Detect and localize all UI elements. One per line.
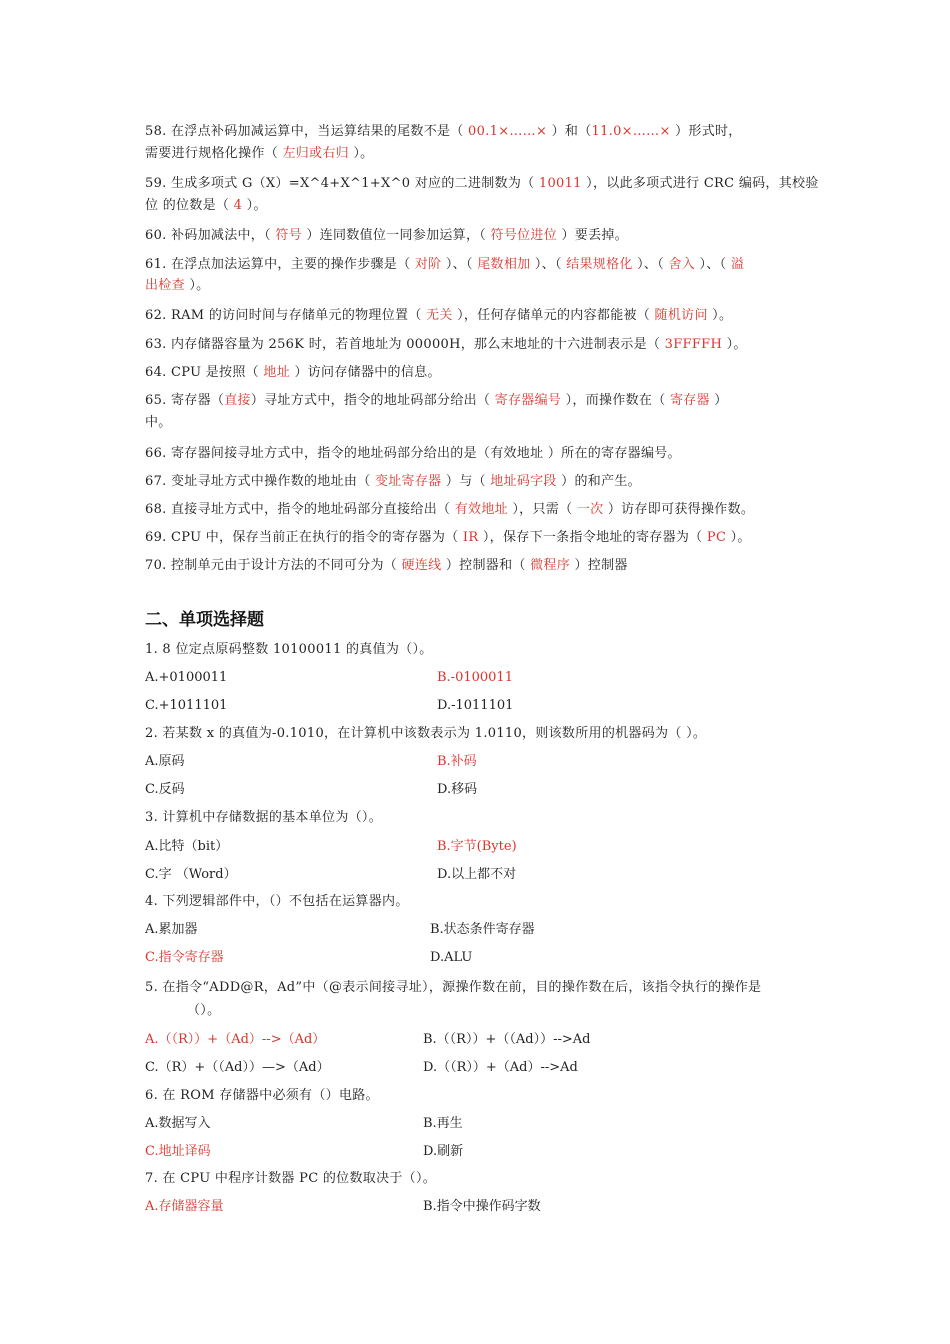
text-line bbox=[145, 145, 374, 163]
answer-text: PC bbox=[706, 530, 727, 545]
question-text: ）访存即可获得操作数。 bbox=[603, 502, 755, 517]
option: C.反码 bbox=[145, 782, 185, 797]
answer-text: 硬连线 bbox=[401, 558, 442, 573]
question-text: 66. 寄存器间接寻址方式中，指令的地址码部分给出的是（有效地址 ）所在的寄存器编号。 bbox=[145, 446, 681, 461]
question-text: ）形式时， bbox=[670, 124, 742, 139]
option: D.以上都不对 bbox=[437, 867, 517, 882]
answer-text: 舍入 bbox=[668, 257, 696, 272]
question-text: 61. 在浮点加法运算中，主要的操作步骤是（ bbox=[145, 257, 415, 272]
text-line bbox=[145, 336, 747, 354]
option: A.原码 bbox=[145, 754, 185, 769]
question-text: ）、（ bbox=[441, 257, 478, 272]
answer-text: 尾数相加 bbox=[477, 257, 531, 272]
answer-text: 地址码字段 bbox=[490, 474, 557, 489]
text-line bbox=[145, 414, 172, 432]
answer-text: 4 bbox=[233, 198, 243, 213]
question-text: 70. 控制单元由于设计方法的不同可分为（ bbox=[145, 558, 402, 573]
question-stem: 3. 计算机中存储数据的基本单位为（）。 bbox=[145, 810, 383, 825]
answer-text: 3FFFFH bbox=[664, 337, 723, 352]
answer-text: 一次 bbox=[576, 502, 604, 517]
option: D.刷新 bbox=[423, 1144, 464, 1159]
question-stem: 4. 下列逻辑部件中，（）不包括在运算器内。 bbox=[145, 894, 409, 909]
question-text: 59. 生成多项式 G（X）=X^4+X^1+X^0 对应的二进制数为（ bbox=[145, 176, 539, 191]
question-text: ）寻址方式中，指令的地址码部分给出（ bbox=[250, 393, 495, 408]
option: C.字 （Word） bbox=[145, 867, 237, 882]
text-line bbox=[145, 557, 628, 575]
question-text: 64. CPU 是按照（ bbox=[145, 365, 264, 380]
answer-text: 寄存器编号 bbox=[494, 393, 562, 408]
question-text: 63. 内存储器容量为 256K 时，若首地址为 00000H，那么末地址的十六进制表示是（ bbox=[145, 337, 665, 352]
option-correct: C.指令寄存器 bbox=[145, 950, 224, 965]
text-line bbox=[145, 445, 681, 463]
option: C.（R）+（（Ad））—>（Ad） bbox=[145, 1060, 330, 1075]
question-text: ），只需（ bbox=[507, 502, 577, 517]
question-stem: 1. 8 位定点原码整数 10100011 的真值为（）。 bbox=[145, 642, 433, 657]
question-text: ）控制器和（ bbox=[441, 558, 531, 573]
option: B.状态条件寄存器 bbox=[430, 922, 535, 937]
question-text: 65. 寄存器（ bbox=[145, 393, 225, 408]
question-stem: 5. 在指令“ADD@R，Ad”中（@表示间接寻址），源操作数在前，目的操作数在后，该指令执行的操作是 bbox=[145, 980, 762, 995]
question-text: ）与（ bbox=[441, 474, 491, 489]
option-correct: B.-0100011 bbox=[437, 670, 513, 685]
question-text: ） bbox=[709, 393, 728, 408]
answer-text: 00.1×……× bbox=[468, 124, 548, 139]
answer-text: 有效地址 bbox=[454, 502, 508, 517]
question-text: ）。 bbox=[707, 308, 733, 323]
question-text: 位 的位数是（ bbox=[145, 198, 234, 213]
question-text: 67. 变址寻址方式中操作数的地址由（ bbox=[145, 474, 375, 489]
option-correct: B.字节(Byte) bbox=[437, 839, 517, 854]
option-correct: B.补码 bbox=[437, 754, 477, 769]
answer-text: 变址寄存器 bbox=[374, 474, 442, 489]
question-text: ）连同数值位一同参加运算，（ bbox=[301, 228, 491, 243]
question-stem: 6. 在 ROM 存储器中必须有（）电路。 bbox=[145, 1088, 379, 1103]
question-text: ）访问存储器中的信息。 bbox=[290, 365, 441, 380]
text-line bbox=[145, 473, 641, 491]
answer-text: 地址 bbox=[263, 365, 291, 380]
question-text: 中。 bbox=[145, 415, 172, 430]
option-correct: C.地址译码 bbox=[145, 1144, 211, 1159]
answer-text: 对阶 bbox=[414, 257, 442, 272]
text-line bbox=[145, 123, 742, 141]
question-text: 60. 补码加减法中，（ bbox=[145, 228, 276, 243]
question-text: 62. RAM 的访问时间与存储单元的物理位置（ bbox=[145, 308, 427, 323]
answer-text: 符号位进位 bbox=[490, 228, 558, 243]
option-correct: A.存储器容量 bbox=[145, 1199, 224, 1214]
text-line bbox=[145, 277, 209, 295]
text-line bbox=[145, 529, 751, 547]
question-text: ）要丢掉。 bbox=[557, 228, 628, 243]
text-line bbox=[145, 501, 754, 519]
option: D.-1011101 bbox=[437, 698, 514, 713]
option: C.+1011101 bbox=[145, 698, 228, 713]
answer-text: IR bbox=[462, 530, 479, 545]
question-text: ）。 bbox=[242, 198, 267, 213]
text-line bbox=[145, 175, 819, 193]
option-correct: A.（（R））+（Ad）-->（Ad） bbox=[145, 1032, 326, 1047]
answer-text: 10011 bbox=[538, 176, 582, 191]
question-text: ）、（ bbox=[695, 257, 731, 272]
question-text: ）。 bbox=[184, 278, 210, 293]
section-title: 二、单项选择题 bbox=[145, 610, 264, 630]
answer-text: 11.0×……× bbox=[591, 124, 671, 139]
question-text: 68. 直接寻址方式中，指令的地址码部分直接给出（ bbox=[145, 502, 455, 517]
option: D.移码 bbox=[437, 782, 478, 797]
question-stem: 2. 若某数 x 的真值为-0.1010，在计算机中该数表示为 1.0110，则该数所用的机器码为（ ）。 bbox=[145, 726, 707, 741]
answer-text: 出检查 bbox=[145, 278, 185, 293]
answer-text: 寄存器 bbox=[669, 393, 710, 408]
text-line bbox=[145, 197, 267, 215]
question-text: 58. 在浮点补码加减运算中，当运算结果的尾数不是（ bbox=[145, 124, 469, 139]
option: B.（（R））+（（Ad））-->Ad bbox=[423, 1032, 591, 1047]
question-text: ）控制器 bbox=[570, 558, 628, 573]
question-text: ），而操作数在（ bbox=[561, 393, 670, 408]
option: B.指令中操作码字数 bbox=[423, 1199, 541, 1214]
question-text: ）。 bbox=[722, 337, 747, 352]
answer-text: 符号 bbox=[275, 228, 302, 243]
option: A.比特（bit） bbox=[145, 839, 229, 854]
question-text: ），保存下一条指令地址的寄存器为（ bbox=[478, 530, 707, 545]
answer-text: 微程序 bbox=[530, 558, 571, 573]
question-text: ）和（ bbox=[547, 124, 592, 139]
question-text: ），任何存储单元的内容都能被（ bbox=[452, 308, 655, 323]
question-text: ）、（ bbox=[632, 257, 669, 272]
question-text: ）、（ bbox=[530, 257, 567, 272]
answer-text: 直接 bbox=[224, 393, 251, 408]
question-text: ）。 bbox=[726, 530, 751, 545]
question-stem: 7. 在 CPU 中程序计数器 PC 的位数取决于（）。 bbox=[145, 1171, 437, 1186]
option: D.（（R））+（Ad）-->Ad bbox=[423, 1060, 578, 1075]
option: A.数据写入 bbox=[145, 1116, 211, 1131]
question-text: ）。 bbox=[348, 146, 374, 161]
text-line bbox=[145, 392, 728, 410]
text-line bbox=[145, 227, 628, 245]
question-text: ）的和产生。 bbox=[556, 474, 641, 489]
question-text: ），以此多项式进行 CRC 编码，其校验 bbox=[581, 176, 819, 191]
option: D.ALU bbox=[430, 950, 473, 965]
option: A.+0100011 bbox=[145, 670, 228, 685]
text-line bbox=[145, 307, 732, 325]
question-text: 需要进行规格化操作（ bbox=[145, 146, 283, 161]
text-line bbox=[145, 256, 744, 274]
option: B.再生 bbox=[423, 1116, 463, 1131]
answer-text: 无关 bbox=[426, 308, 453, 323]
text-line bbox=[145, 364, 441, 382]
answer-text: 左归或右归 bbox=[282, 146, 349, 161]
question-text: 69. CPU 中，保存当前正在执行的指令的寄存器为（ bbox=[145, 530, 463, 545]
answer-text: 随机访问 bbox=[654, 308, 708, 323]
option: A.累加器 bbox=[145, 922, 198, 937]
answer-text: 结果规格化 bbox=[566, 257, 633, 272]
question-stem-continued: （）。 bbox=[187, 1003, 221, 1018]
answer-text: 溢 bbox=[730, 257, 745, 272]
